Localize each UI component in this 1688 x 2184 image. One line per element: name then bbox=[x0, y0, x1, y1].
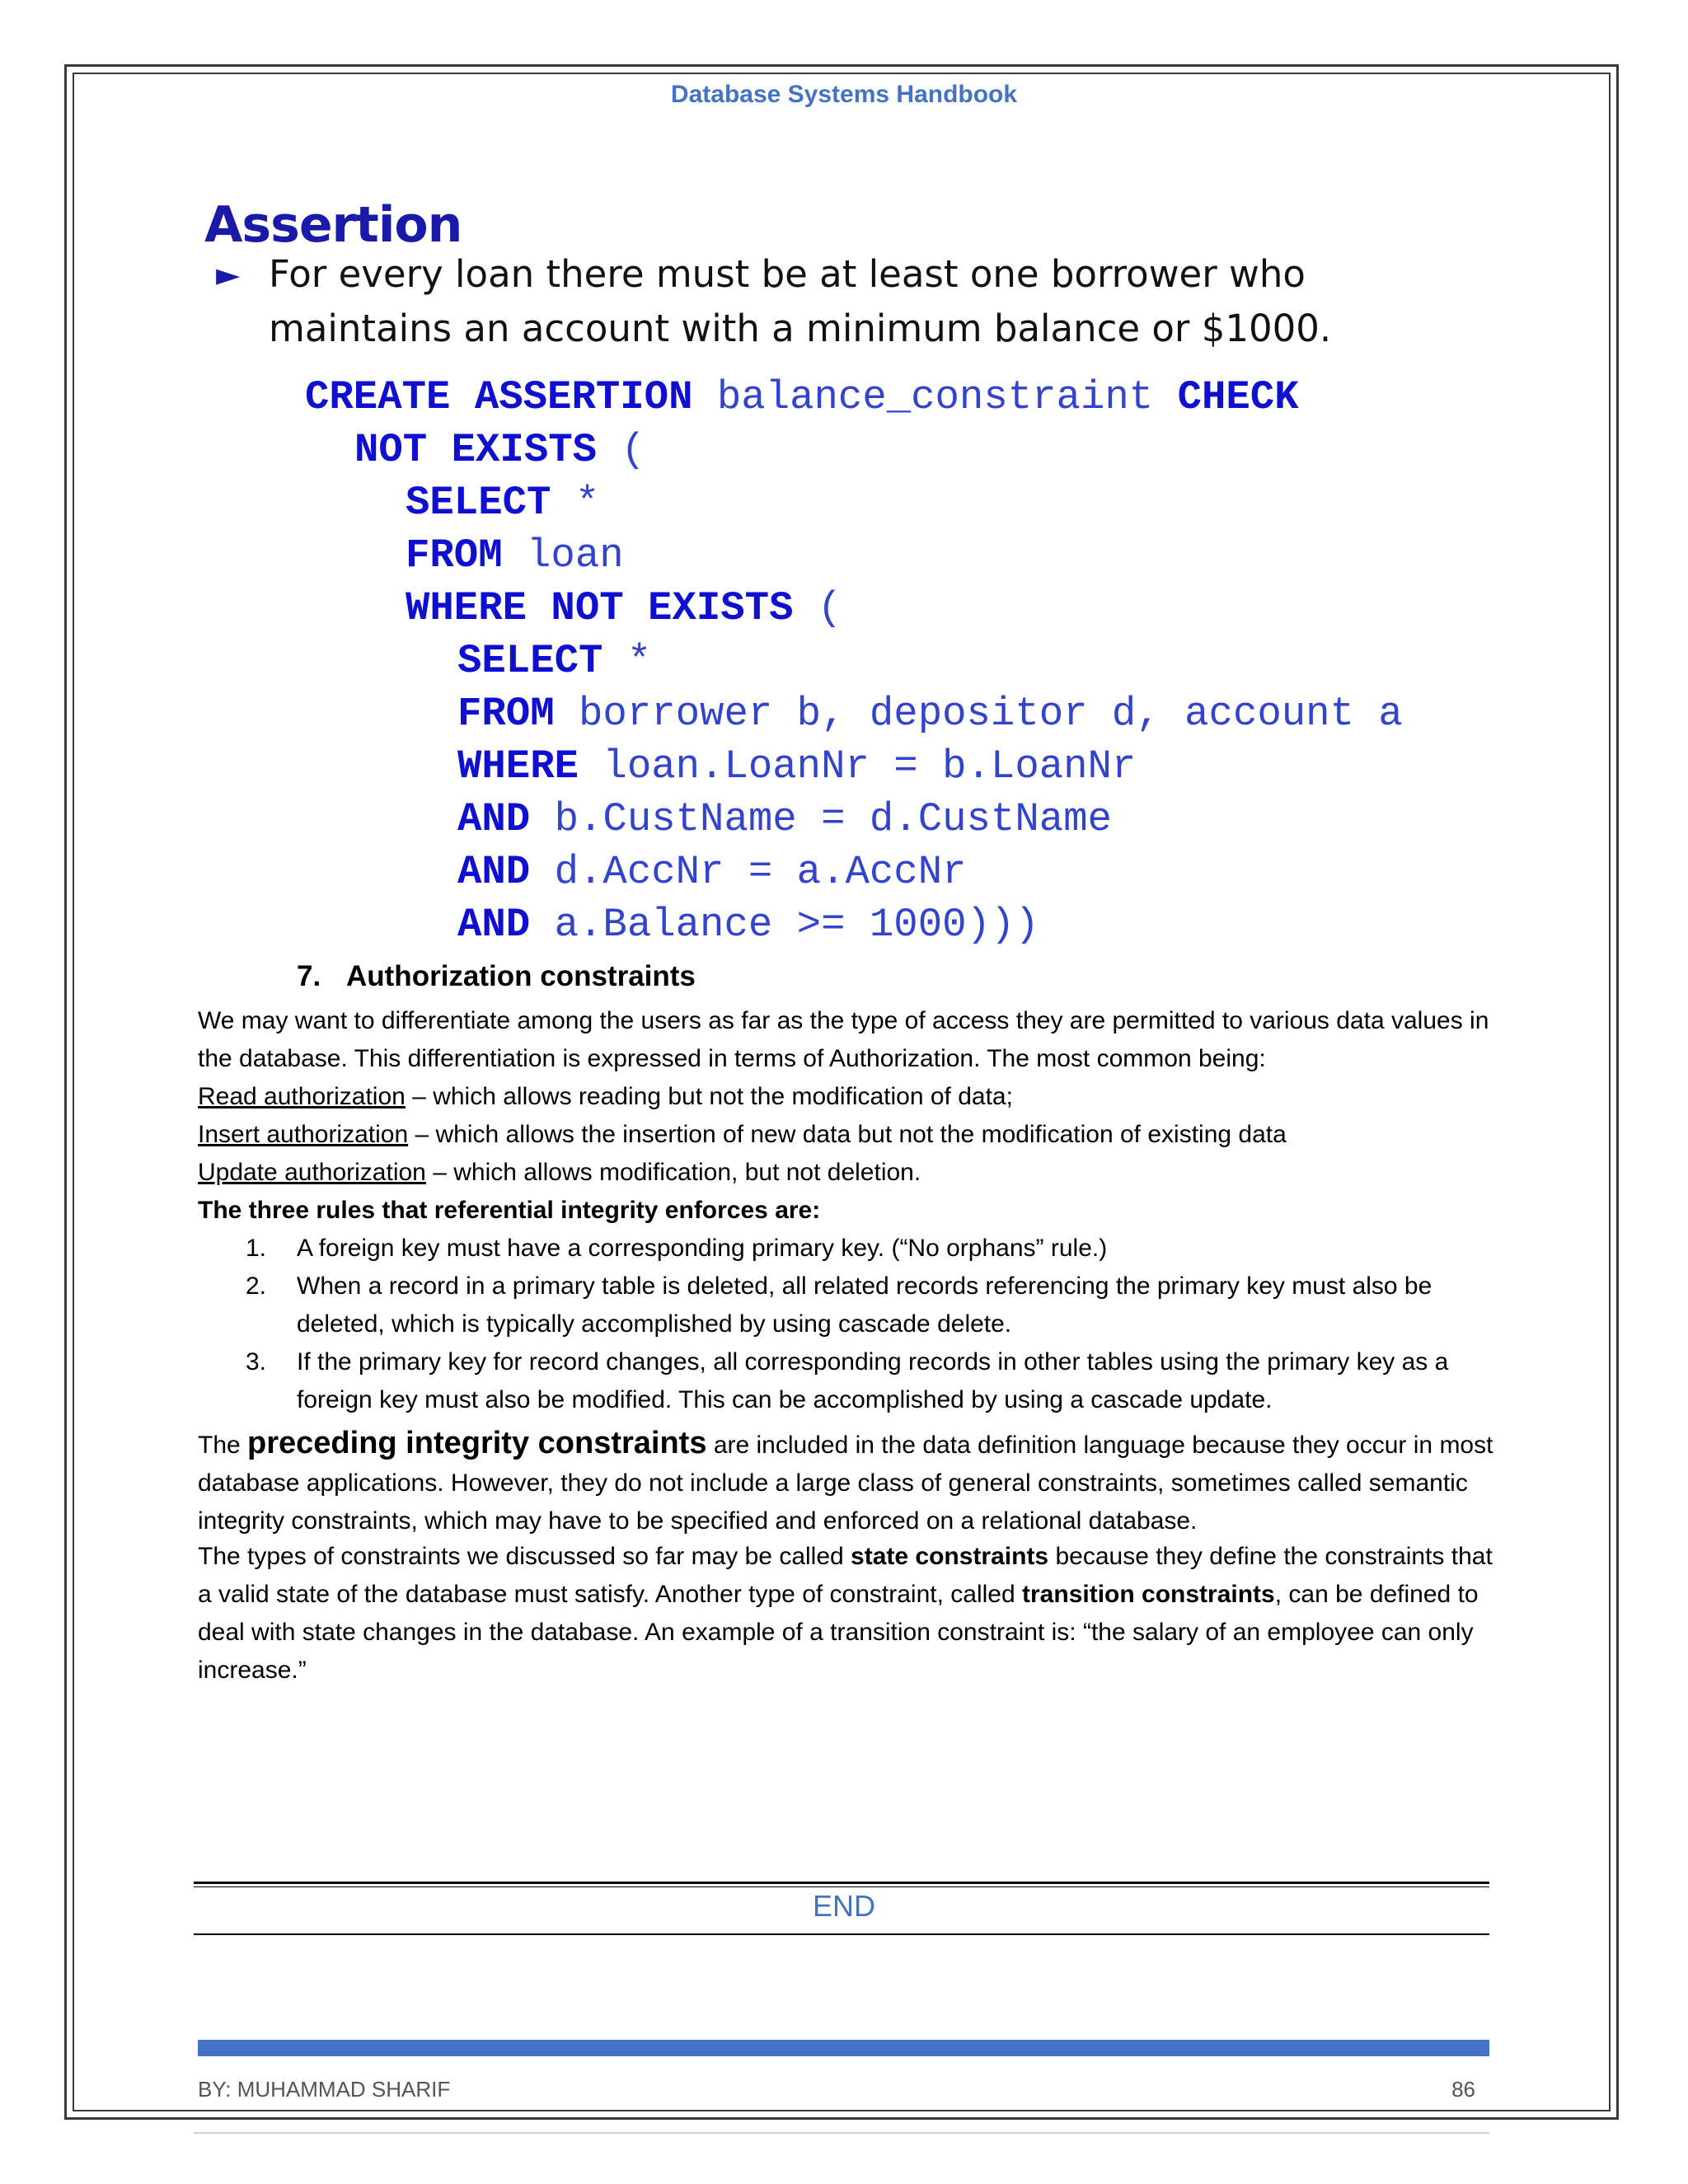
section-number: 7. bbox=[297, 960, 321, 992]
code-line: FROM borrower b, depositor d, account a bbox=[457, 691, 1403, 737]
code-line: CREATE ASSERTION balance_constraint CHECK bbox=[305, 374, 1299, 420]
code-line: AND a.Balance >= 1000))) bbox=[457, 902, 1039, 948]
rules-heading: The three rules that referential integrity enforces are: bbox=[198, 1197, 821, 1224]
end-divider-top-thin bbox=[194, 1886, 1489, 1887]
footer-page-number: 86 bbox=[1451, 2077, 1475, 2102]
code-line: AND b.CustName = d.CustName bbox=[457, 796, 1112, 842]
integrity-paragraph: The preceding integrity constraints are included in the data definition language because they occur in most database applications. However, they do not include a large class of general constraints, sometimes called semantic integrity constraints, which may have to be specified and enforced on a relational database. bbox=[198, 1426, 1493, 1535]
code-line: SELECT * bbox=[457, 638, 652, 684]
update-authorization-line: Update authorization – which allows modification, but not deletion. bbox=[198, 1159, 921, 1186]
slide-title: Assertion bbox=[204, 196, 462, 254]
auth-intro-paragraph: We may want to differentiate among the users as far as the type of access they are permitted to various data values in the database. This differentiation is expressed in terms of Authorization. The most common being: bbox=[198, 1007, 1489, 1072]
page-bottom-rule bbox=[194, 2132, 1489, 2134]
update-authorization-term: Update authorization bbox=[198, 1159, 426, 1186]
end-divider-bottom bbox=[194, 1933, 1489, 1935]
code-line: SELECT * bbox=[406, 480, 600, 526]
header-title: Database Systems Handbook bbox=[670, 81, 1018, 108]
insert-authorization-line: Insert authorization – which allows the insertion of new data but not the modification of existing data bbox=[198, 1121, 1287, 1148]
insert-authorization-term: Insert authorization bbox=[198, 1121, 409, 1148]
section-heading bbox=[297, 960, 696, 993]
code-line: WHERE NOT EXISTS ( bbox=[406, 585, 842, 631]
slide-bullet-text: For every loan there must be at least one borrower who maintains an account with a minimum balance or $1000. bbox=[269, 252, 1332, 350]
footer-author: BY: MUHAMMAD SHARIF bbox=[198, 2077, 451, 2102]
read-authorization-term: Read authorization bbox=[198, 1083, 406, 1110]
code-line: FROM loan bbox=[406, 532, 624, 579]
footer-accent-bar bbox=[198, 2040, 1489, 2056]
code-line: WHERE loan.LoanNr = b.LoanNr bbox=[457, 743, 1137, 790]
section-title: Authorization constraints bbox=[346, 960, 696, 992]
triangle-bullet-icon: ► bbox=[216, 256, 241, 293]
constraints-paragraph: The types of constraints we discussed so far may be called state constraints because they define the constraints that a valid state of the database must satisfy. Another type of constraint, called transition constraints, can be defined to deal with state changes in the database. An example of a transition constraint is: “the salary of an employee can only increase.” bbox=[198, 1543, 1493, 1684]
code-line: NOT EXISTS ( bbox=[354, 427, 645, 473]
end-label: END bbox=[812, 1889, 875, 1923]
end-divider-top bbox=[194, 1882, 1489, 1884]
code-line: AND d.AccNr = a.AccNr bbox=[457, 849, 967, 895]
read-authorization-line: Read authorization – which allows reading but not the modification of data; bbox=[198, 1083, 1013, 1110]
